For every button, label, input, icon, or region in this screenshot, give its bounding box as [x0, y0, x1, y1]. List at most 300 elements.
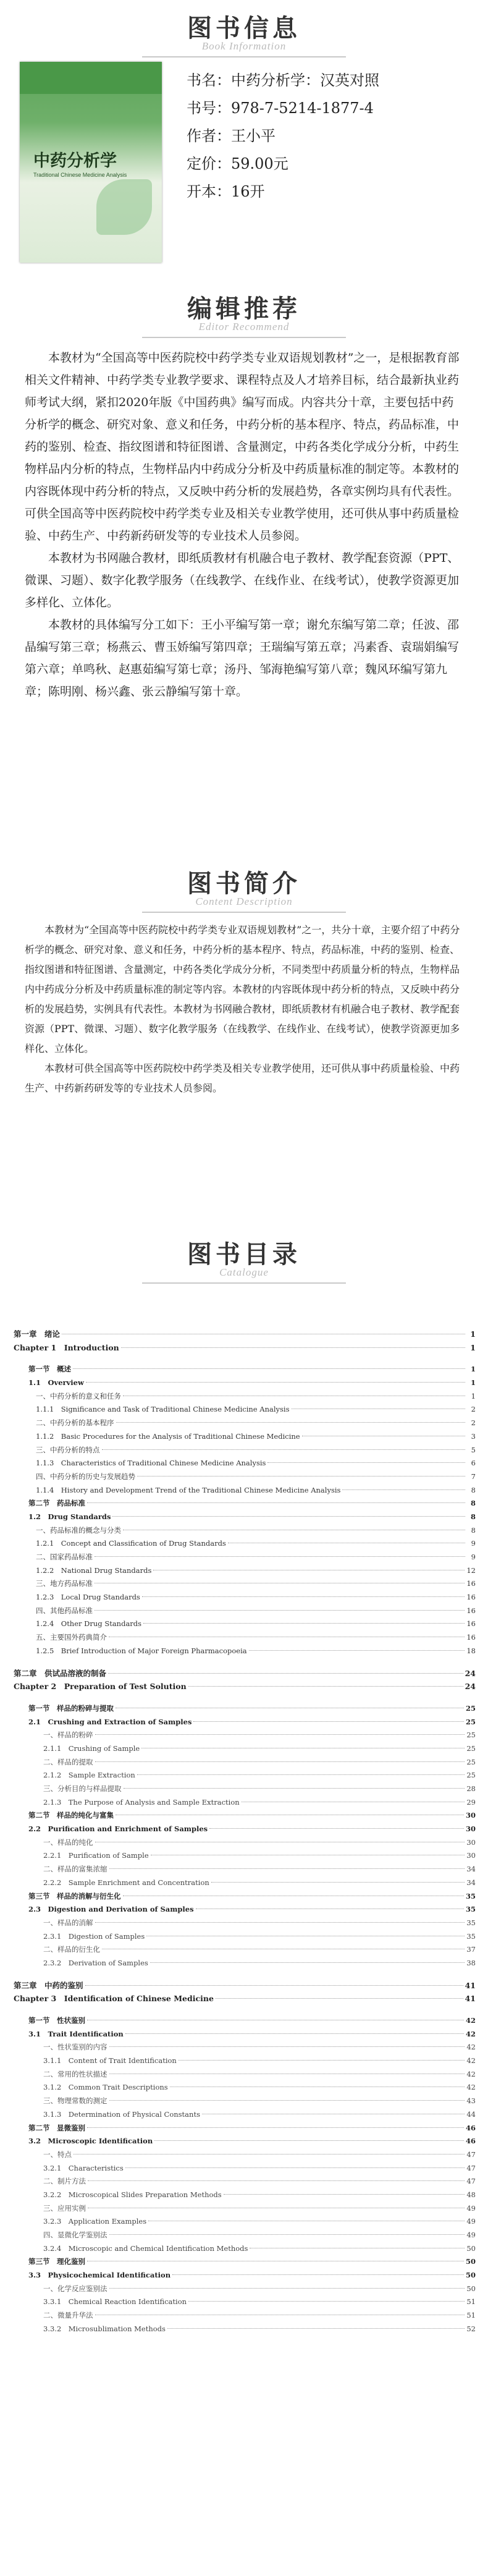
- toc-entry-title: 二、样品的衍生化: [43, 1945, 100, 1954]
- toc-page-number: 51: [466, 2297, 476, 2307]
- toc-entry-title: 四、中药分析的历史与发展趋势: [36, 1472, 135, 1481]
- toc-leader-dots: [109, 1868, 465, 1869]
- toc-entry-title: 2.1.3 The Purpose of Analysis and Sample Extraction: [43, 1797, 240, 1807]
- toc-leader-dots: [102, 1449, 466, 1450]
- toc-page-number: 50: [465, 2257, 476, 2266]
- toc-entry-title: 2.1.1 Crushing of Sample: [43, 1743, 140, 1753]
- toc-page-number: 30: [465, 1811, 476, 1820]
- toc-chapter: [14, 1992, 476, 2006]
- toc-page-number: 7: [471, 1472, 476, 1481]
- toc-entry-title: 1.2.2 National Drug Standards: [36, 1566, 152, 1575]
- toc-page-number: 8: [471, 1525, 476, 1535]
- section-title: 图书目录: [187, 1240, 301, 1269]
- toc-item: [14, 1836, 476, 1850]
- toc-entry-title: 3.3.1 Chemical Reaction Identification: [43, 2297, 187, 2307]
- toc-item: [14, 1729, 476, 1742]
- toc-leader-dots: [109, 2046, 465, 2047]
- toc-item: [14, 1484, 476, 1498]
- toc-entry-title: 2.2 Purification and Enrichment of Samples: [28, 1824, 208, 1834]
- toc-item: [14, 2148, 476, 2162]
- toc-item: [14, 1537, 476, 1551]
- toc-page-number: 28: [466, 1784, 476, 1793]
- toc-entry-title: 1.2.4 Other Drug Standards: [36, 1619, 142, 1629]
- toc-item: [14, 1849, 476, 1863]
- toc-entry-title: Chapter 1 Introduction: [14, 1342, 119, 1352]
- toc-entry-title: 3.2.2 Microscopical Slides Preparation Methods: [43, 2190, 222, 2199]
- toc-page-number: 30: [466, 1851, 476, 1860]
- toc-item: [14, 2175, 476, 2188]
- toc-entry-title: 第二节 显微鉴别: [28, 2123, 85, 2132]
- toc-entry-title: 三、应用实例: [43, 2203, 86, 2213]
- toc-page-number: 42: [466, 2083, 476, 2092]
- toc-page-number: 30: [466, 1837, 476, 1847]
- toc-page-number: 1: [470, 1378, 476, 1388]
- section-title: 图书简介: [187, 870, 301, 898]
- toc-page-number: 47: [466, 2177, 476, 2186]
- toc-page-number: 50: [465, 2271, 476, 2280]
- toc-leader-dots: [124, 1788, 465, 1789]
- intro-body: [0, 913, 488, 1098]
- toc-entry-title: 第二节 样品的纯化与富集: [28, 1811, 114, 1820]
- toc-page-number: 52: [466, 2324, 476, 2333]
- toc-entry-title: Chapter 3 Identification of Chinese Medicine: [14, 1994, 214, 2004]
- toc-entry-title: 三、物理常数的测定: [43, 2096, 107, 2106]
- toc-leader-dots: [125, 2033, 464, 2034]
- toc-page-number: 16: [466, 1606, 476, 1615]
- toc-item: [14, 2309, 476, 2323]
- toc-page-number: 25: [466, 1743, 476, 1753]
- toc-item: [14, 2162, 476, 2176]
- section-header-catalogue: [0, 1235, 488, 1284]
- toc-page-number: 16: [466, 1579, 476, 1588]
- toc-item: [14, 1403, 476, 1417]
- toc-leader-dots: [216, 1998, 463, 1999]
- toc-page-number: 35: [466, 1931, 476, 1941]
- toc-spacer: [14, 1970, 476, 1979]
- toc-section: [14, 2122, 476, 2135]
- cover-subtitle: Traditional Chinese Medicine Analysis: [33, 172, 127, 178]
- toc-entry-title: 一、药品标准的概念与分类: [36, 1525, 121, 1535]
- recommend-body: [0, 338, 488, 703]
- toc-section: [14, 1497, 476, 1510]
- toc-section: [14, 1809, 476, 1823]
- toc-entry-title: 3.1 Trait Identification: [28, 2029, 124, 2038]
- toc-leader-dots: [88, 2180, 465, 2181]
- toc-entry-title: 一、化学反应鉴别法: [43, 2284, 107, 2293]
- toc-page-number: 1: [470, 1329, 476, 1339]
- toc-page-number: 35: [465, 1891, 476, 1900]
- toc-page-number: 16: [466, 1593, 476, 1602]
- book-info-section: [0, 0, 488, 266]
- toc-item: [14, 1796, 476, 1810]
- toc-item: [14, 1617, 476, 1631]
- toc-entry-title: 3.3.2 Microsublimation Methods: [43, 2324, 166, 2333]
- toc-item: [14, 2108, 476, 2122]
- toc-section: [14, 1510, 476, 1524]
- toc-spacer: [14, 1354, 476, 1363]
- toc-page-number: 48: [466, 2190, 476, 2199]
- toc-entry-title: 1.2.1 Concept and Classification of Drug Standards: [36, 1539, 226, 1548]
- toc-page-number: 43: [466, 2096, 476, 2106]
- book-name: 书名：中药分析学：汉英对照: [187, 72, 379, 89]
- paragraph: 本教材为书网融合教材，即纸质教材有机融合电子教材、教学配套资源（PPT、微课、习题）、数字化教学服务（在线教学、在线作业、在线考试），使教学资源更加多样化、立体化。: [25, 551, 460, 609]
- toc-leader-dots: [137, 1476, 465, 1477]
- toc-page-number: 24: [465, 1682, 476, 1692]
- toc-item: [14, 1564, 476, 1578]
- toc-item: [14, 1577, 476, 1591]
- toc-entry-title: 第三节 理化鉴别: [28, 2257, 85, 2266]
- section-subtitle: Book Information: [201, 40, 287, 52]
- toc-spacer: [14, 2006, 476, 2014]
- toc-leader-dots: [86, 1382, 465, 1383]
- toc-entry-title: 2.2.1 Purification of Sample: [43, 1851, 149, 1860]
- toc-page-number: 50: [466, 2243, 476, 2253]
- toc-leader-dots: [193, 1721, 464, 1722]
- toc-entry-title: 第三节 样品的消解与衍生化: [28, 1891, 121, 1900]
- table-of-contents: [14, 1328, 476, 2336]
- toc-page-number: 6: [471, 1459, 476, 1468]
- toc-leader-dots: [154, 2140, 464, 2141]
- toc-page-number: 49: [466, 2217, 476, 2226]
- toc-leader-dots: [112, 1516, 465, 1517]
- toc-entry-title: 二、微量升华法: [43, 2311, 93, 2320]
- toc-item: [14, 1470, 476, 1484]
- toc-item: [14, 2095, 476, 2108]
- toc-page-number: 1: [470, 1342, 476, 1352]
- toc-leader-dots: [85, 1985, 463, 1986]
- toc-entry-title: 3.2.3 Application Examples: [43, 2217, 147, 2226]
- toc-item: [14, 2242, 476, 2256]
- divider: [142, 337, 346, 338]
- toc-page-number: 42: [466, 2043, 476, 2052]
- cover-title: 中药分析学: [33, 151, 117, 171]
- toc-section: [14, 2255, 476, 2269]
- toc-item: [14, 1390, 476, 1404]
- toc-item: [14, 2054, 476, 2068]
- toc-entry-title: 三、地方药品标准: [36, 1579, 93, 1588]
- toc-item: [14, 2295, 476, 2309]
- toc-page-number: 44: [466, 2109, 476, 2119]
- toc-entry-title: 1.2 Drug Standards: [28, 1512, 111, 1521]
- toc-leader-dots: [87, 2127, 464, 2128]
- book-author: 作者：王小平: [187, 127, 276, 145]
- toc-leader-dots: [342, 1489, 465, 1490]
- toc-page-number: 41: [465, 1994, 476, 2004]
- cover-banner: [20, 62, 162, 94]
- paragraph: 本教材为“全国高等中医药院校中药学类专业双语规划教材”之一，是根据教育部相关文件精神、中药学类专业教学要求、课程特点及人才培养目标，结合最新执业药师考试大纲，紧扣2020年版《中国药典》编写而成。内容共分十章，主要包括中药分析学的概念、研究对象、意义和任务，中药分析的基本程序、特点，药品标准，中药的鉴别、检查、指纹图谱和特征图谱、含量测定，中药各类化学成分分析，中药生物样品内分析的特点，生物样品内中药成分分析及中药质量标准的制定等。本教材的内容既体现中药分析的特点，又反映中药分析的发展趋势，各章实例均具有代表性。可供全国高等中医药院校中药学类专业及相关专业教学使用，还可供从事中药质量检验、中药生产、中药新药研发等的专业技术人员参阅。: [25, 351, 460, 543]
- book-price: 定价：59.00元: [187, 155, 288, 172]
- toc-item: [14, 1430, 476, 1444]
- toc-entry-title: 二、样品的提取: [43, 1757, 93, 1766]
- toc-leader-dots: [109, 2234, 465, 2235]
- toc-item: [14, 2081, 476, 2095]
- toc-item: [14, 1863, 476, 1876]
- leaf-icon: [96, 179, 152, 235]
- toc-page-number: 18: [466, 1646, 476, 1655]
- toc-spacer: [14, 1658, 476, 1667]
- toc-entry-title: 三、中药分析的特点: [36, 1445, 100, 1454]
- toc-page-number: 25: [465, 1717, 476, 1726]
- toc-item: [14, 1551, 476, 1564]
- toc-item: [14, 1604, 476, 1618]
- section-header-intro: [0, 864, 488, 913]
- toc-item: [14, 2188, 476, 2202]
- toc-section: [14, 1890, 476, 1904]
- toc-page-number: 29: [466, 1797, 476, 1807]
- toc-entry-title: 1.1.4 History and Development Trend of the Traditional Chinese Medicine Analysis: [36, 1485, 341, 1494]
- toc-entry-title: 二、国家药品标准: [36, 1553, 93, 1561]
- toc-section: [14, 2135, 476, 2148]
- toc-entry-title: 二、制片方法: [43, 2177, 86, 2186]
- toc-chapter: [14, 1680, 476, 1693]
- toc-entry-title: 第一节 概述: [28, 1365, 71, 1374]
- toc-page-number: 8: [470, 1499, 476, 1508]
- toc-leader-dots: [143, 1623, 465, 1624]
- toc-page-number: 35: [466, 1918, 476, 1927]
- toc-page-number: 38: [466, 1958, 476, 1967]
- section-header-info: [0, 0, 488, 57]
- toc-entry-title: 2.3.1 Digestion of Samples: [43, 1931, 145, 1941]
- toc-section: [14, 2028, 476, 2041]
- toc-item: [14, 2068, 476, 2082]
- toc-page-number: 47: [466, 2150, 476, 2159]
- toc-entry-title: 一、样品的纯化: [43, 1837, 93, 1847]
- intro-section: [0, 864, 488, 1098]
- toc-leader-dots: [108, 1673, 463, 1674]
- divider: [142, 1282, 346, 1284]
- toc-leader-dots: [137, 1774, 465, 1775]
- toc-page-number: 2: [471, 1418, 476, 1428]
- toc-page-number: 25: [466, 1757, 476, 1766]
- toc-page-number: 30: [465, 1824, 476, 1834]
- book-format: 开本：16开: [187, 183, 265, 200]
- recommend-section: [0, 289, 488, 703]
- toc-entry-title: 1.2.3 Local Drug Standards: [36, 1593, 140, 1602]
- toc-leader-dots: [188, 2301, 465, 2302]
- toc-chapter: [14, 1341, 476, 1355]
- toc-entry-title: 1.1.2 Basic Procedures for the Analysis of Traditional Chinese Medicine: [36, 1431, 300, 1441]
- toc-page-number: 42: [466, 2056, 476, 2065]
- toc-page-number: 49: [466, 2203, 476, 2213]
- toc-entry-title: 三、分析目的与样品提取: [43, 1784, 122, 1793]
- toc-leader-dots: [109, 2288, 465, 2289]
- toc-page-number: 46: [465, 2123, 476, 2132]
- toc-section: [14, 1363, 476, 1376]
- toc-leader-dots: [116, 1422, 466, 1423]
- toc-item: [14, 1417, 476, 1430]
- toc-leader-dots: [150, 1962, 465, 1963]
- toc-item: [14, 1645, 476, 1658]
- paragraph: 本教材为“全国高等中医药院校中药学类专业双语规划教材”之一，共分十章，主要介绍了中药分析学的概念、研究对象、意义和任务，中药分析的基本程序、特点，药品标准，中药的鉴别、检查、指纹图谱和特征图谱、含量测定，中药各类化学成分分析，不同类型中药质量分析的特点，生物样品内中药成分分析及中药质量标准的制定等内容。本教材的内容既体现中药分析的特点，又反映中药分析的发展趋势，实例具有代表性。本教材为书网融合教材，即纸质教材有机融合电子教材、教学配套资源（PPT、微课、习题）、数字化教学服务（在线教学、在线作业、在线考试），使教学资源更加多样化、立体化。: [25, 924, 460, 1054]
- book-isbn: 书号：978-7-5214-1877-4: [187, 100, 374, 117]
- toc-page-number: 41: [465, 1980, 476, 1990]
- toc-entry-title: 第二节 药品标准: [28, 1499, 85, 1508]
- toc-item: [14, 1742, 476, 1756]
- toc-leader-dots: [211, 1882, 465, 1883]
- toc-leader-dots: [224, 2194, 465, 2195]
- toc-entry-title: 第三章 中药的鉴别: [14, 1980, 83, 1990]
- toc-item: [14, 1917, 476, 1930]
- toc-page-number: 5: [471, 1445, 476, 1454]
- toc-leader-dots: [95, 1610, 465, 1611]
- toc-item: [14, 1782, 476, 1796]
- toc-page-number: 3: [471, 1431, 476, 1441]
- toc-page-number: 12: [466, 1566, 476, 1575]
- toc-page-number: 49: [466, 2231, 476, 2239]
- toc-entry-title: Chapter 2 Preparation of Test Solution: [14, 1682, 187, 1692]
- toc-leader-dots: [167, 2328, 465, 2329]
- toc-entry-title: 1.1.3 Characteristics of Traditional Chinese Medicine Analysis: [36, 1459, 266, 1468]
- toc-item: [14, 2202, 476, 2216]
- toc-entry-title: 四、其他药品标准: [36, 1606, 93, 1615]
- toc-item: [14, 1591, 476, 1604]
- section-header-recommend: [0, 289, 488, 338]
- book-cover-image: [20, 62, 162, 263]
- toc-leader-dots: [87, 1502, 465, 1503]
- section-subtitle: Catalogue: [219, 1266, 269, 1278]
- toc-leader-dots: [142, 1596, 465, 1597]
- section-title: 图书信息: [187, 14, 301, 43]
- section-title: 编辑推荐: [187, 295, 301, 323]
- toc-item: [14, 2323, 476, 2336]
- section-subtitle: Content Description: [195, 896, 293, 907]
- toc-entry-title: 一、性状鉴别的内容: [43, 2043, 107, 2052]
- toc-entry-title: 1.1.1 Significance and Task of Traditional Chinese Medicine Analysis: [36, 1405, 290, 1414]
- toc-entry-title: 2.2.2 Sample Enrichment and Concentration: [43, 1878, 209, 1887]
- toc-chapter: [14, 1667, 476, 1680]
- toc-entry-title: 3.1.3 Determination of Physical Constants: [43, 2109, 200, 2119]
- toc-entry-title: 第一节 样品的粉碎与提取: [28, 1703, 114, 1713]
- toc-entry-title: 一、特点: [43, 2150, 72, 2159]
- toc-page-number: 2: [471, 1405, 476, 1414]
- toc-page-number: 35: [465, 1905, 476, 1914]
- toc-item: [14, 1930, 476, 1944]
- toc-leader-dots: [179, 2060, 465, 2061]
- toc-entry-title: 第一节 性状鉴别: [28, 2016, 85, 2025]
- toc-leader-dots: [249, 1650, 465, 1651]
- toc-page-number: 9: [471, 1539, 476, 1548]
- toc-entry-title: 一、样品的粉碎: [43, 1731, 93, 1740]
- toc-entry-title: 3.3 Physicochemical Identification: [28, 2271, 171, 2280]
- toc-section: [14, 1702, 476, 1716]
- toc-page-number: 34: [466, 1878, 476, 1887]
- toc-page-number: 42: [465, 2016, 476, 2025]
- toc-leader-dots: [125, 2167, 465, 2168]
- toc-entry-title: 二、样品的富集浓缩: [43, 1865, 107, 1874]
- toc-entry-title: 四、显微化学鉴别法: [43, 2231, 107, 2239]
- toc-entry-title: 二、中药分析的基本程序: [36, 1418, 114, 1428]
- toc-page-number: 25: [466, 1731, 476, 1740]
- toc-entry-title: 一、样品的消解: [43, 1918, 93, 1927]
- toc-section: [14, 2269, 476, 2282]
- toc-page-number: 42: [465, 2029, 476, 2038]
- toc-item: [14, 1756, 476, 1769]
- toc-page-number: 1: [470, 1365, 476, 1374]
- toc-entry-title: 二、常用的性状描述: [43, 2069, 107, 2078]
- toc-page-number: 34: [466, 1865, 476, 1874]
- toc-chapter: [14, 1979, 476, 1993]
- toc-entry-title: 2.1.2 Sample Extraction: [43, 1771, 135, 1780]
- toc-page-number: 24: [465, 1668, 476, 1678]
- toc-page-number: 9: [471, 1553, 476, 1561]
- toc-item: [14, 2282, 476, 2296]
- paragraph: 本教材可供全国高等中医药院校中药学类及相关专业教学使用，还可供从事中药质量检验、中药生产、中药新药研发等的专业技术人员参阅。: [25, 1062, 460, 1094]
- toc-spacer: [14, 1693, 476, 1702]
- toc-entry-title: 五、主要国外药典简介: [36, 1633, 107, 1642]
- toc-leader-dots: [73, 1368, 465, 1369]
- toc-entry-title: 3.1.1 Content of Trait Identification: [43, 2056, 177, 2065]
- toc-page-number: 16: [466, 1619, 476, 1629]
- catalogue-section: [0, 1235, 488, 1284]
- toc-entry-title: 3.2 Microscopic Identification: [28, 2137, 153, 2146]
- divider: [142, 56, 346, 57]
- toc-leader-dots: [267, 1462, 465, 1463]
- toc-entry-title: 第一章 绪论: [14, 1329, 61, 1339]
- toc-leader-dots: [95, 1761, 465, 1762]
- toc-leader-dots: [121, 1347, 465, 1348]
- toc-chapter: [14, 1328, 476, 1341]
- toc-page-number: 16: [466, 1633, 476, 1642]
- toc-leader-dots: [95, 1922, 465, 1923]
- toc-leader-dots: [109, 2100, 465, 2101]
- toc-page-number: 8: [470, 1512, 476, 1521]
- toc-item: [14, 2215, 476, 2229]
- toc-item: [14, 1444, 476, 1457]
- toc-entry-title: 1.1 Overview: [28, 1378, 84, 1388]
- toc-entry-title: 2.3 Digestion and Derivation of Samples: [28, 1905, 194, 1914]
- toc-item: [14, 2229, 476, 2242]
- toc-section: [14, 2014, 476, 2028]
- toc-entry-title: 第二章 供试品溶液的制备: [14, 1668, 107, 1678]
- toc-entry-title: 3.1.2 Common Trait Descriptions: [43, 2083, 168, 2092]
- toc-page-number: 1: [471, 1391, 476, 1400]
- toc-item: [14, 1876, 476, 1890]
- toc-entry-title: 3.2.1 Characteristics: [43, 2163, 124, 2172]
- divider: [142, 912, 346, 913]
- toc-entry-title: 一、中药分析的意义和任务: [36, 1391, 121, 1400]
- toc-section: [14, 1716, 476, 1729]
- toc-page-number: 47: [466, 2163, 476, 2172]
- toc-page-number: 42: [466, 2069, 476, 2078]
- toc-section: [14, 1376, 476, 1390]
- toc-entry-title: 1.2.5 Brief Introduction of Major Foreign Pharmacopoeia: [36, 1646, 247, 1655]
- toc-page-number: 25: [465, 1703, 476, 1713]
- toc-leader-dots: [172, 2274, 464, 2275]
- toc-leader-dots: [209, 1828, 464, 1829]
- toc-leader-dots: [95, 1556, 465, 1557]
- toc-item: [14, 1631, 476, 1645]
- toc-page-number: 25: [466, 1771, 476, 1780]
- toc-item: [14, 1457, 476, 1470]
- toc-page-number: 37: [466, 1945, 476, 1954]
- toc-leader-dots: [95, 1734, 465, 1735]
- toc-item: [14, 1524, 476, 1538]
- toc-leader-dots: [188, 1686, 463, 1687]
- toc-page-number: 46: [465, 2137, 476, 2146]
- toc-item: [14, 1943, 476, 1957]
- toc-entry-title: 3.2.4 Microscopic and Chemical Identification Methods: [43, 2243, 248, 2253]
- paragraph: 本教材的具体编写分工如下：王小平编写第一章；谢允东编写第二章；任波、邵晶编写第三章；杨燕云、曹玉娇编写第四章；王瑞编写第五章；冯素香、袁瑞娟编写第六章；单鸣秋、赵惠茹编写第七章；汤丹、邹海艳编写第八章；魏风环编写第九章；陈明刚、杨兴鑫、张云静编写第十章。: [25, 618, 460, 698]
- toc-page-number: 51: [466, 2311, 476, 2320]
- toc-page-number: 50: [466, 2284, 476, 2293]
- toc-item: [14, 1957, 476, 1970]
- toc-section: [14, 1823, 476, 1836]
- toc-page-number: 8: [471, 1485, 476, 1494]
- toc-item: [14, 2041, 476, 2054]
- toc-item: [14, 1769, 476, 1782]
- toc-entry-title: 2.3.2 Derivation of Samples: [43, 1958, 148, 1967]
- toc-section: [14, 1903, 476, 1917]
